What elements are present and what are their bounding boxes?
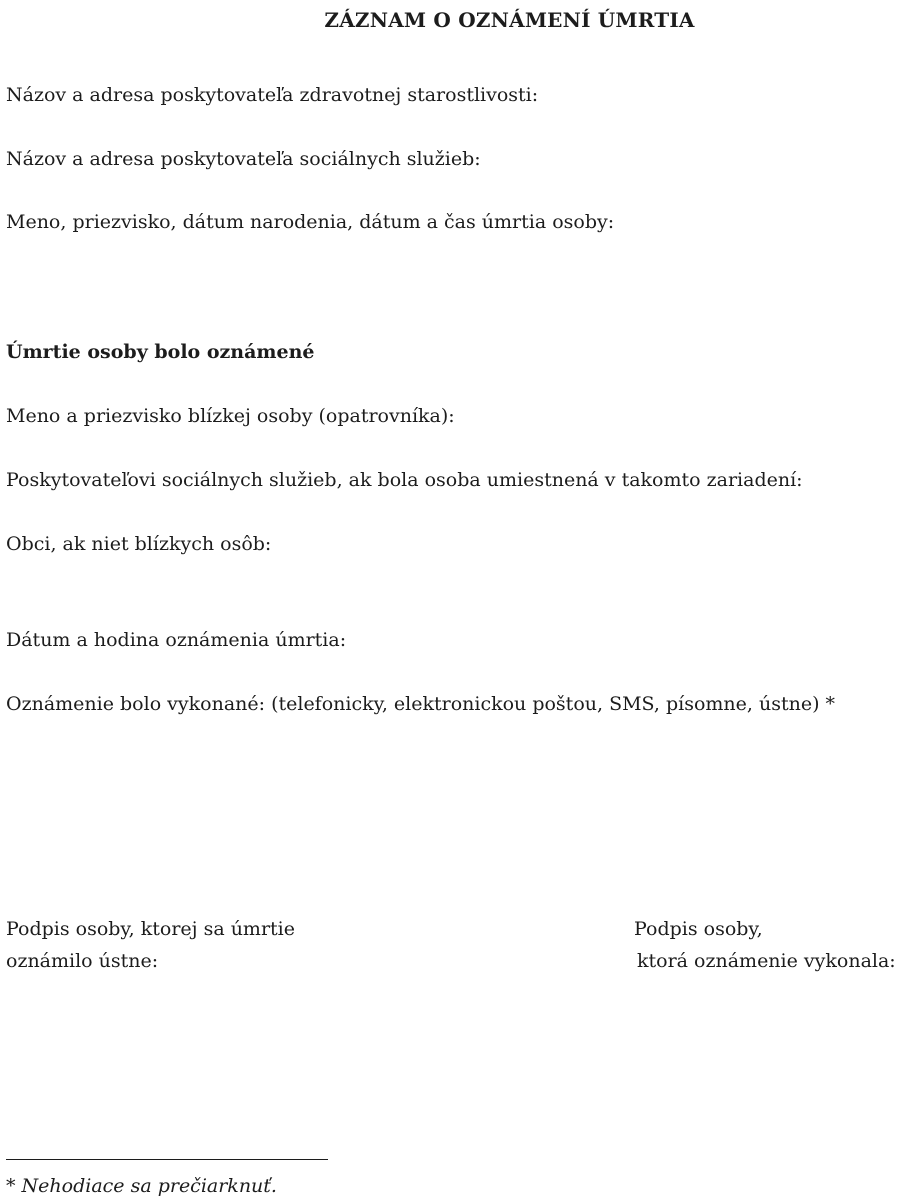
close-person-label: Meno a priezvisko blízkej osoby (opatrovníka): — [6, 405, 455, 427]
notification-method-label: Oznámenie bolo vykonané: (telefonicky, elektronickou poštou, SMS, písomne, ústne) * — [6, 693, 836, 715]
footnote: * Nehodiace sa prečiarknuť. — [6, 1175, 277, 1197]
document-title — [0, 8, 914, 32]
healthcare-provider-label: Názov a adresa poskytovateľa zdravotnej starostlivosti: — [6, 84, 539, 106]
social-provider-notified-label: Poskytovateľovi sociálnych služieb, ak bola osoba umiestnená v takomto zariadení: — [6, 469, 803, 491]
footnote-divider — [6, 1159, 328, 1160]
social-provider-label: Názov a adresa poskytovateľa sociálnych služieb: — [6, 148, 481, 170]
municipality-label: Obci, ak niet blízkych osôb: — [6, 533, 272, 555]
person-details-label: Meno, priezvisko, dátum narodenia, dátum a čas úmrtia osoby: — [6, 211, 615, 233]
signature-right-line1: Podpis osoby, — [634, 918, 763, 940]
signature-left-line1: Podpis osoby, ktorej sa úmrtie — [6, 918, 295, 940]
notified-heading: Úmrtie osoby bolo oznámené — [6, 341, 315, 363]
notification-datetime-label: Dátum a hodina oznámenia úmrtia: — [6, 629, 347, 651]
signature-right-line2: ktorá oznámenie vykonala: — [637, 950, 896, 972]
signature-left-line2: oznámilo ústne: — [6, 950, 159, 972]
document-title-text: ZÁZNAM O OZNÁMENÍ ÚMRTIA — [324, 8, 695, 32]
